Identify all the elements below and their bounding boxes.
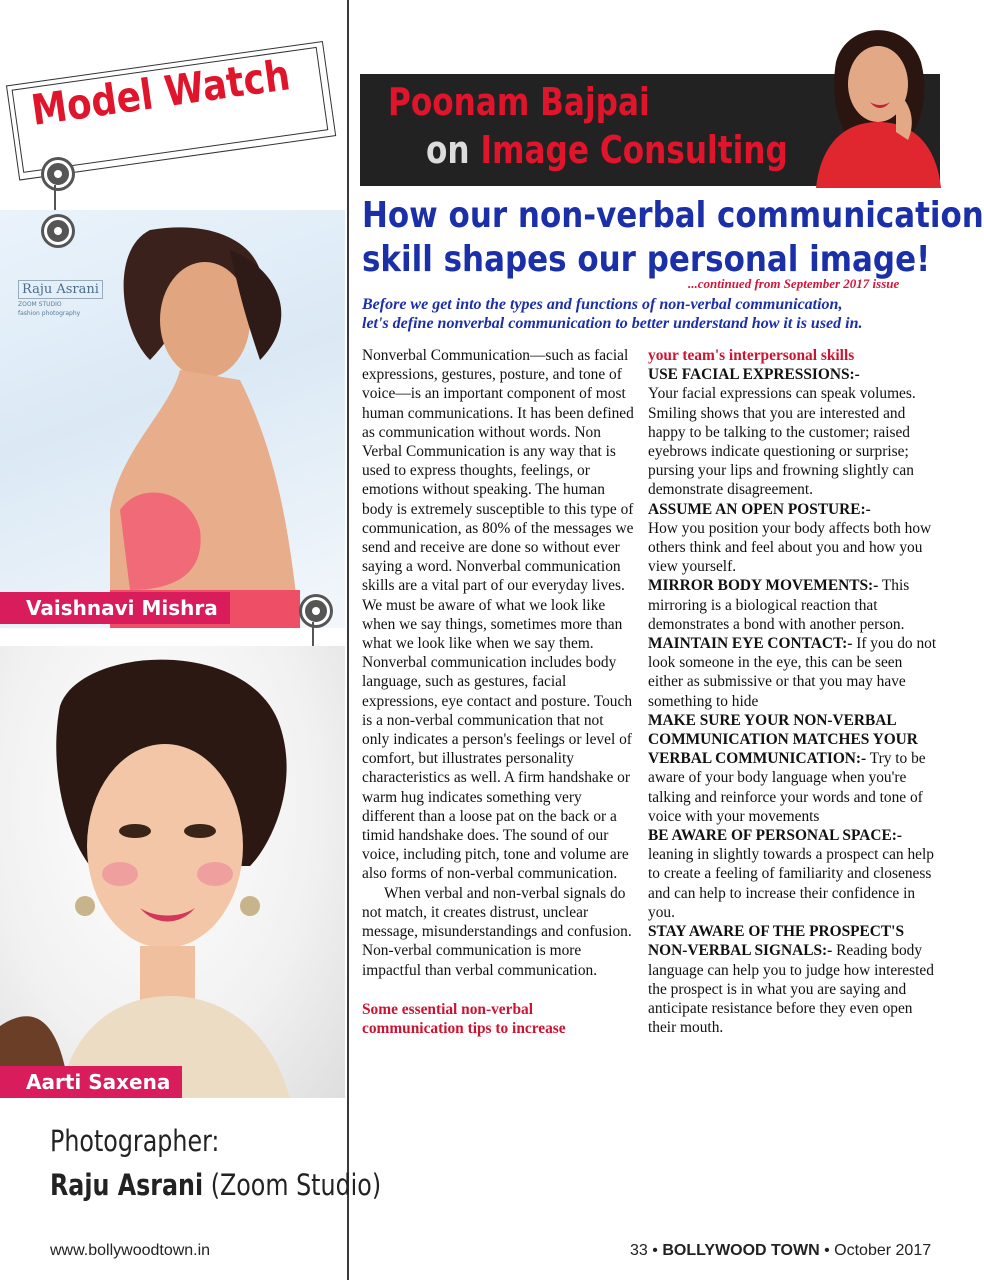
column-topic-text: Image Consulting [480,128,788,172]
continued-note: ...continued from September 2017 issue [688,276,900,291]
studio-logo-tagline: fashion photography [18,310,81,317]
photographer-label: Photographer: [50,1124,220,1158]
pin-icon [44,160,72,188]
pin-stem [54,185,56,210]
column-topic [426,128,788,172]
tip-body: Reading body language can help you to judge how interested the prospect is in what you are saying and anticipate resistance before they even open their mouth. [648,942,934,1037]
tip [648,922,940,1037]
footer-separator: • [652,1242,658,1259]
section-title: Model Watch [28,50,293,135]
pin-icon [302,597,330,625]
tips-heading-continued: your team's interpersonal skills [648,347,855,364]
tip-body: leaning in slightly towards a prospect can help to create a feeling of familiarity and closeness and can help to increase their confidence in you. [648,846,934,921]
article-column-2 [648,346,940,1037]
intro-line-1: Before we get into the types and functions of non-verbal communication, [362,296,843,313]
tip [648,711,940,826]
studio-logo [18,280,108,320]
studio-logo-subtitle: ZOOM STUDIO [18,301,62,308]
tip-heading: MIRROR BODY MOVEMENTS:- [648,577,879,595]
tip-heading: MAINTAIN EYE CONTACT:- [648,635,853,653]
pin-icon [44,217,72,245]
magazine-name: BOLLYWOOD TOWN [662,1242,820,1259]
photographer-credit [50,1124,454,1202]
tips-heading: Some essential non-verbal communication tips to increase [362,1000,566,1037]
photographer-studio: (Zoom Studio) [210,1168,382,1202]
model-photo-vaishnavi [0,210,345,628]
tip-heading: ASSUME AN OPEN POSTURE:- [648,500,871,518]
tip-body: How you position your body affects both how others think and feel about you and how you view yourself. [648,519,932,576]
paragraph: When verbal and non-verbal signals do not match, it creates distrust, unclear message, misunderstandings and confusion. Non-verbal communication is more impactful than verbal communication. [362,884,632,979]
tip [648,576,940,634]
article-column-1 [362,346,634,1038]
model-name-tag: Aarti Saxena [0,1066,182,1098]
columnist-portrait [796,22,946,188]
model-illustration [0,210,345,628]
model-name-tag: Vaishnavi Mishra [0,592,230,624]
headline-line-1: How our non-verbal communication [362,195,984,236]
columnist-illustration [796,22,946,188]
tip-body: Your facial expressions can speak volumes. Smiling shows that you are interested and happy to be talking to the customer; raised eyebrows indicate questioning or surprise; pursing your lips and frowning slightly can demonstrate disagreement. [648,385,916,499]
column-topic-on: on [426,128,470,172]
photographer-name-line [50,1168,381,1202]
footer-website: www.bollywoodtown.in [50,1242,211,1259]
page-number: 33 [630,1242,648,1259]
tip [648,826,940,922]
issue-date: October 2017 [834,1242,932,1259]
studio-logo-title: Raju Asrani [18,280,103,299]
tip-body: This mirroring is a biological reaction that demonstrates a bond with another person. [648,577,910,633]
model-illustration [0,646,345,1098]
paragraph: Nonverbal communication includes body language, such as gestures, facial expressions, eye contact and posture. Touch is a non-verbal communication that not only indicates a person's feelings or level of comfort, but illustrates personality characteristics as well. A firm handshake or warm hug indicates something very different than a loose pat on the back or a timid handshake does. The sound of our voice, including pitch, tone and volume are also forms of non-verbal communication. [362,654,633,883]
tip-heading: STAY AWARE OF THE PROSPECT'S NON-VERBAL SIGNALS:- [648,923,905,960]
headline-line-2: skill shapes our personal image! [362,239,931,280]
footer-separator: • [824,1242,830,1259]
tip-body: Try to be aware of your body language when you're talking and reinforce your words and tone of voice with your movements [648,750,926,825]
tip-heading: USE FACIAL EXPRESSIONS:- [648,366,860,384]
column-divider [347,0,349,1280]
tip-heading: MAKE SURE YOUR NON-VERBAL COMMUNICATION MATCHES YOUR VERBAL COMMUNICATION:- [648,711,918,768]
footer-page-info [630,1242,931,1260]
article-headline [362,194,984,282]
article-intro [362,295,962,333]
paragraph: Nonverbal Communication—such as facial expressions, gestures, posture, and tone of voice—is an important component of most human communications. It has been defined as communication without words. Non Verbal Communication is any way that is used to express thoughts, feelings, or emotions without speaking. The human body is extremely susceptible to this type of communication, as 80% of the messages we send and receive are done so without ever saying a word. Nonverbal communication skills are a vital part of our everyday lives. We must be aware of what we look like when we say things, sometimes more than what we look like when we say them. [362,347,634,653]
photographer-name: Raju Asrani [50,1168,204,1202]
intro-line-2: let's define nonverbal communication to better understand how it is used in. [362,315,863,332]
tip-heading: BE AWARE OF PERSONAL SPACE:- [648,827,902,845]
model-photo-aarti [0,646,345,1098]
tip-body: If you do not look someone in the eye, this can be seen either as submissive or that you may have something to hide [648,635,937,710]
columnist-name: Poonam Bajpai [388,80,650,124]
tip [648,634,940,711]
